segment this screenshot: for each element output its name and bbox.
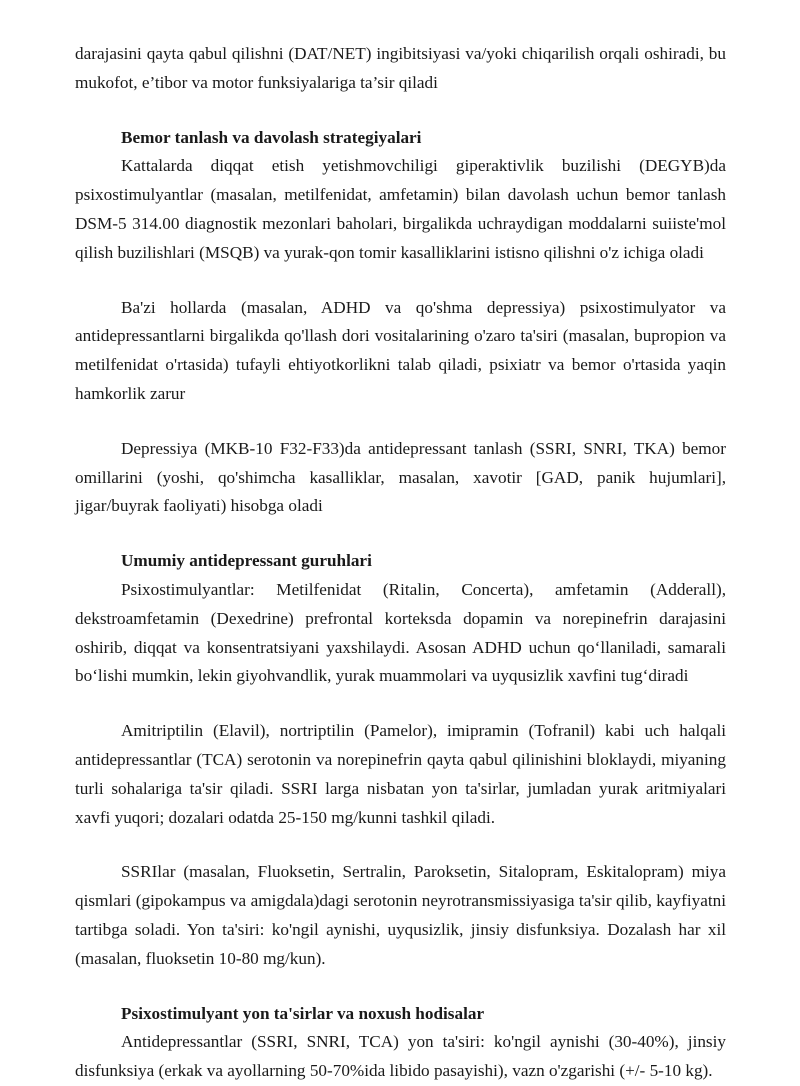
spacer <box>75 974 726 1000</box>
section-heading-antidepressant-groups: Umumiy antidepressant guruhlari <box>121 551 372 571</box>
spacer <box>75 521 726 547</box>
spacer <box>75 691 726 717</box>
spacer <box>75 832 726 858</box>
spacer <box>75 268 726 294</box>
section-heading-patient-selection: Bemor tanlash va davolash strategiyalari <box>121 127 422 147</box>
paragraph-patient-selection-2: Ba'zi hollarda (masalan, ADHD va qo'shma depressiya) psixostimulyator va antidepressantlarni birgalikda qo'llash dori vositalarining o'zaro ta'siri (masalan, bupropion va metilfenidat o'rtasida) tufayli ehtiyotkorlikni talab qiladi, psixiatr va bemor o'rtasida yaqin hamkorlik zarur <box>75 297 726 403</box>
paragraph-patient-selection-1: Kattalarda diqqat etish yetishmovchiligi giperaktivlik buzilishi (DEGYB)da psixostimulyantlar (masalan, metilfenidat, amfetamin) bilan davolash uchun bemor tanlash DSM-5 314.00 diagnostik mezonlari baholari, birgalikda uchraydigan moddalarni suiiste'mol qilish buzilishlari (MSQB) va yurak-qon tomir kasalliklarini istisno qilishni o'z ichiga oladi <box>75 156 726 262</box>
paragraph-patient-selection-3: Depressiya (MKB-10 F32-F33)da antidepressant tanlash (SSRI, SNRI, TKA) bemor omillarini (yoshi, qo'shimcha kasalliklar, masalan, xavotir [GAD, panik hujumlari], jigar/buyrak faoliyati) hisobga oladi <box>75 438 726 516</box>
spacer <box>75 98 726 124</box>
section-heading-side-effects: Psixostimulyant yon ta'sirlar va noxush hodisalar <box>121 1003 485 1023</box>
paragraph-groups-3: SSRIlar (masalan, Fluoksetin, Sertralin, Paroksetin, Sitalopram, Eskitalopram) miya qismlari (gipokampus va amigdala)dagi serotonin neyrotransmissiyasiga ta'sir qilib, kayfiyatni tartibga soladi. Yon ta'siri: ko'ngil aynishi, uyqusizlik, jinsiy disfunksiya. Dozalash har xil (masalan, fluoksetin 10-80 mg/kun). <box>75 862 726 968</box>
spacer <box>75 409 726 435</box>
intro-paragraph: darajasini qayta qabul qilishni (DAT/NET) ingibitsiyasi va/yoki chiqarilish orqali oshiradi, bu mukofot, e’tibor va motor funksiyalariga ta’sir qiladi <box>75 44 726 92</box>
paragraph-side-effects-1: Antidepressantlar (SSRI, SNRI, TCA) yon ta'siri: ko'ngil aynishi (30-40%), jinsiy disfunksiya (erkak va ayollarning 50-70%ida libido pasayishi), vazn o'zgarishi (+/- 5-10 kg). <box>75 1032 726 1081</box>
paragraph-groups-1: Psixostimulyantlar: Metilfenidat (Ritalin, Concerta), amfetamin (Adderall), dekstroamfetamin (Dexedrine) prefrontal korteksda dopamin va norepinefrin darajasini oshirib, diqqat va konsentratsiyani yaxshilaydi. Asosan ADHD uchun qo‘llaniladi, samarali bo‘lishi mumkin, lekin giyohvandlik, yurak muammolari va uyqusizlik xavfini tug‘diradi <box>75 579 726 686</box>
document-page <box>75 40 726 1086</box>
paragraph-groups-2: Amitriptilin (Elavil), nortriptilin (Pamelor), imipramin (Tofranil) kabi uch halqali antidepressantlar (TCA) serotonin va norepinefrin qayta qabul qilinishini bloklaydi, miyaning turli sohalariga ta'sir qiladi. SSRI larga nisbatan yon ta'sirlar, jumladan yurak aritmiyalari xavfi yuqori; dozalari odatda 25-150 mg/kunni tashkil qiladi. <box>75 721 726 827</box>
